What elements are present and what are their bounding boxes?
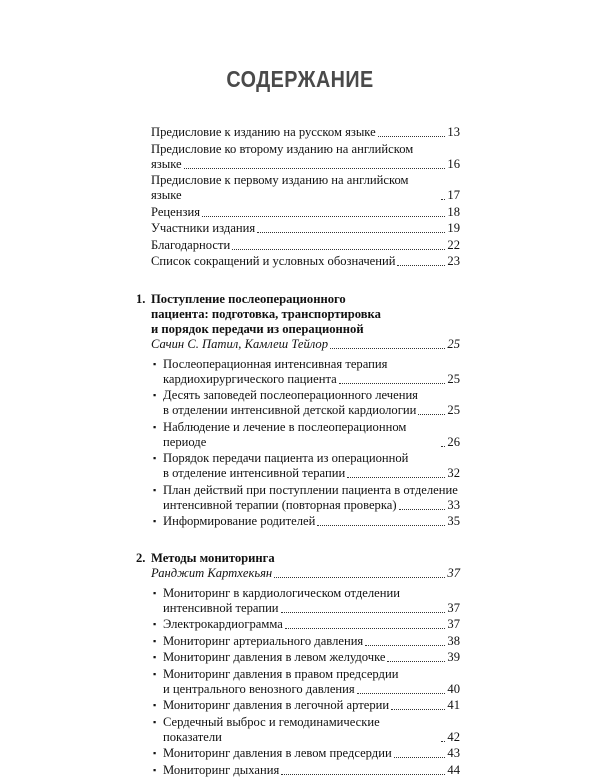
section-entry[interactable] (136, 514, 460, 529)
section-entry[interactable] (136, 698, 460, 713)
spacer (136, 531, 460, 551)
preface-entry[interactable] (136, 238, 460, 253)
toc-entry-row (163, 617, 460, 632)
dot-leader (378, 136, 446, 137)
toc-entry-row (163, 466, 460, 481)
toc-entry-row (163, 403, 460, 418)
page-number: 44 (447, 762, 460, 777)
chapter-title-line: Методы мониторинга (151, 550, 275, 565)
section-entry[interactable] (136, 586, 460, 616)
preface-entry[interactable] (136, 125, 460, 140)
toc-entry-text: Мониторинг давления в легочной артерии (163, 698, 390, 712)
toc-entry-row (163, 514, 460, 529)
page-number: 25 (447, 371, 460, 386)
toc-entry-text: Наблюдение и лечение в послеоперационном периоде (163, 419, 407, 449)
dot-leader (357, 693, 446, 694)
page-number: 38 (447, 633, 460, 648)
dot-leader (274, 577, 445, 578)
section-entry[interactable] (136, 483, 460, 513)
chapter-number: 1. (136, 291, 146, 306)
bullet-icon: ▪ (153, 421, 157, 432)
toc-entry-text: Сердечный выброс и гемодинамические показатели (163, 714, 380, 744)
toc-entry-row (163, 715, 460, 745)
dot-leader (184, 168, 446, 169)
toc-entry-row (151, 254, 460, 269)
chapter-heading[interactable] (136, 292, 460, 337)
dot-leader (281, 774, 445, 775)
toc-entry-row (151, 221, 460, 236)
toc-entry-text: кардиохирургического пациента (163, 371, 337, 386)
toc-entry-text: Ранджит Картхекьян (151, 565, 273, 580)
page-number: 32 (447, 466, 460, 480)
preface-entry[interactable] (136, 142, 460, 172)
chapter-authors[interactable] (136, 566, 460, 581)
toc-entry-line: Десять заповедей послеоперационного лечения (163, 388, 418, 402)
page-number: 17 (447, 188, 460, 202)
toc-entry-row (151, 205, 460, 220)
dot-leader (387, 661, 445, 662)
chapter-title-line: и порядок передачи из операционной (151, 321, 364, 336)
chapter-heading[interactable] (136, 551, 460, 566)
preface-entry[interactable] (136, 254, 460, 269)
bullet-icon: ▪ (153, 635, 157, 646)
dot-leader (365, 645, 445, 646)
page-title: СОДЕРЖАНИЕ (226, 66, 374, 92)
toc-entry-text: и центрального венозного давления (163, 681, 355, 696)
page-number: 43 (447, 746, 460, 760)
bullet-icon: ▪ (153, 453, 157, 463)
toc-entry-row (163, 601, 460, 616)
toc-entry-text: Предисловие к первому изданию на английском языке (151, 173, 409, 202)
toc-entry-row (163, 634, 460, 649)
page-number: 39 (447, 650, 460, 664)
toc-entry-row (163, 746, 460, 761)
toc-entry-text: языке (151, 156, 182, 171)
dot-leader (441, 741, 445, 742)
toc-entry-row (151, 157, 460, 172)
toc-entry-row (163, 650, 460, 665)
dot-leader (317, 525, 445, 526)
toc-entry-text: Мониторинг давления в левом желудочке (163, 650, 386, 664)
dot-leader (347, 477, 445, 478)
toc-entry-row (151, 337, 460, 352)
section-entry[interactable] (136, 746, 460, 761)
toc-entry-row (163, 420, 460, 450)
chapter-title (151, 551, 275, 566)
toc-entry-line: Мониторинг давления в правом предсердии (163, 666, 399, 681)
preface-entry[interactable] (136, 221, 460, 236)
bullet-icon: ▪ (153, 748, 157, 758)
bullet-icon: ▪ (153, 652, 157, 662)
toc-entry-row (163, 763, 460, 778)
dot-leader (397, 265, 445, 266)
bullet-icon: ▪ (153, 700, 157, 710)
section-entry[interactable] (136, 650, 460, 665)
table-of-contents (136, 125, 460, 779)
dot-leader (399, 509, 446, 510)
chapter-authors[interactable] (136, 337, 460, 352)
toc-entry-text: в отделение интенсивной терапии (163, 466, 346, 480)
chapter-title-line: Поступление послеоперационного (151, 291, 346, 306)
dot-leader (232, 249, 445, 250)
spacer (136, 271, 460, 292)
dot-leader (394, 757, 446, 758)
toc-entry-text: Благодарности (151, 237, 231, 252)
page-number: 35 (447, 514, 460, 528)
section-entry[interactable] (136, 763, 460, 778)
toc-entry-line: Предисловие ко второму изданию на английском (151, 141, 414, 156)
dot-leader (257, 232, 445, 233)
section-entry[interactable] (136, 388, 460, 418)
section-entry[interactable] (136, 451, 460, 481)
bullet-icon: ▪ (153, 668, 157, 679)
toc-entry-line: Послеоперационная интенсивная терапия (163, 356, 388, 371)
toc-entry-text: интенсивной терапии (163, 600, 279, 615)
page-number: 25 (447, 403, 460, 417)
toc-entry-text: Мониторинг дыхания (163, 762, 280, 777)
toc-entry-row (163, 372, 460, 387)
toc-entry-row (151, 238, 460, 253)
page-number: 40 (447, 681, 460, 696)
bullet-icon: ▪ (153, 358, 157, 369)
toc-entry-text: интенсивной терапии (повторная проверка) (163, 497, 397, 512)
dot-leader (391, 709, 445, 710)
toc-entry-text: Список сокращений и условных обозначений (151, 254, 396, 268)
dot-leader (418, 414, 445, 415)
toc-entry-line: Порядок передачи пациента из операционной (163, 451, 409, 465)
page-number: 23 (447, 254, 460, 268)
toc-entry-text: Электрокардиограмма (163, 617, 283, 631)
dot-leader (339, 383, 446, 384)
toc-entry-text: Рецензия (151, 204, 201, 219)
toc-entry-row (151, 125, 460, 140)
bullet-icon: ▪ (153, 716, 157, 727)
toc-entry-text: Информирование родителей (163, 514, 316, 528)
chapter-title-line: пациента: подготовка, транспортировка (151, 306, 381, 321)
section-entry[interactable] (136, 715, 460, 745)
page-number: 19 (447, 221, 460, 235)
toc-entry-text: Предисловие к изданию на русском языке (151, 125, 376, 139)
page-number: 42 (447, 729, 460, 744)
section-entry[interactable] (136, 667, 460, 697)
page-number: 37 (447, 565, 460, 580)
page-number: 33 (447, 497, 460, 512)
page-number: 18 (447, 204, 460, 219)
toc-entry-row (151, 173, 460, 203)
page-number: 37 (447, 617, 460, 631)
dot-leader (441, 446, 445, 447)
page-number: 22 (447, 237, 460, 252)
dot-leader (281, 612, 446, 613)
bullet-icon: ▪ (153, 484, 157, 495)
preface-entry[interactable] (136, 205, 460, 220)
toc-entry-text: Участники издания (151, 221, 256, 235)
bullet-icon: ▪ (153, 619, 157, 629)
page-number: 37 (447, 600, 460, 615)
section-entry[interactable] (136, 634, 460, 649)
dot-leader (285, 628, 446, 629)
toc-entry-text: в отделении интенсивной детской кардиологии (163, 403, 417, 417)
toc-entry-line: Мониторинг в кардиологическом отделении (163, 585, 400, 600)
chapter-number: 2. (136, 550, 146, 565)
page-number: 41 (447, 698, 460, 712)
page-number: 26 (447, 434, 460, 449)
dot-leader (330, 348, 445, 349)
chapter-title (151, 292, 381, 337)
dot-leader (202, 216, 445, 217)
section-entry[interactable] (136, 357, 460, 387)
page-number: 16 (447, 156, 460, 171)
bullet-icon: ▪ (153, 516, 157, 526)
toc-entry-text: Мониторинг давления в левом предсердии (163, 746, 392, 760)
section-entry[interactable] (136, 420, 460, 450)
toc-entry-text: Мониторинг артериального давления (163, 633, 364, 648)
bullet-icon: ▪ (153, 764, 157, 775)
toc-entry-text: Сачин С. Патил, Камлеш Тейлор (151, 336, 329, 351)
toc-entry-row (163, 498, 460, 513)
toc-entry-line: План действий при поступлении пациента в отделение (163, 482, 458, 497)
section-entry[interactable] (136, 617, 460, 632)
bullet-icon: ▪ (153, 587, 157, 598)
page-number: 13 (447, 125, 460, 139)
dot-leader (441, 199, 445, 200)
toc-entry-row (151, 566, 460, 581)
bullet-icon: ▪ (153, 390, 157, 400)
toc-entry-row (163, 698, 460, 713)
page-number: 25 (447, 336, 460, 351)
preface-entry[interactable] (136, 173, 460, 203)
toc-entry-row (163, 682, 460, 697)
